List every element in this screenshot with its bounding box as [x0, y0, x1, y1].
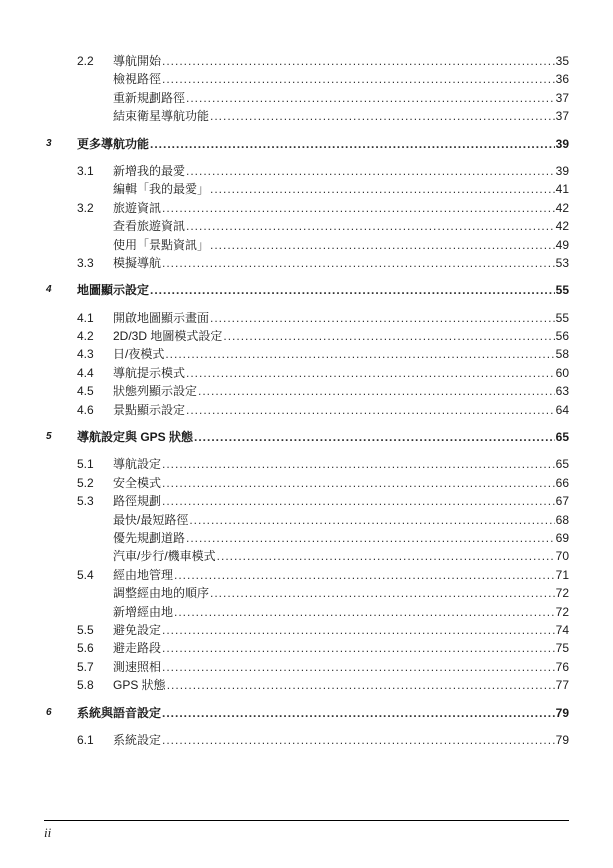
toc-page-number: 70	[555, 549, 569, 564]
toc-entry-title: 開啟地圖顯示畫面	[113, 310, 210, 325]
toc-section-number: 5.7	[77, 659, 94, 674]
toc-entry-row	[0, 529, 613, 547]
toc-entry-title: 導航設定與 GPS 狀態	[77, 430, 194, 445]
toc-section-number: 2.2	[77, 54, 94, 68]
toc-entry-title: 路徑規劃	[113, 494, 162, 509]
toc-page-number: 76	[555, 659, 569, 674]
toc-dot-leader	[162, 455, 555, 473]
toc-page-number: 39	[555, 163, 569, 178]
toc-entry-row	[0, 731, 613, 749]
toc-dot-leader	[162, 70, 555, 88]
toc-entry-title: 景點顯示設定	[113, 402, 186, 417]
toc-entry-title: 避免設定	[113, 622, 162, 637]
toc-entry-title: 汽車/步行/機車模式	[113, 549, 216, 564]
toc-page-number: 67	[555, 494, 569, 509]
toc-entry	[113, 162, 569, 180]
toc-entry	[113, 107, 569, 125]
toc-entry-row	[0, 492, 613, 510]
toc-page-number: 65	[555, 457, 569, 472]
toc-entry-row	[0, 180, 613, 198]
toc-page-number: 58	[555, 347, 569, 362]
toc-entry-title: 重新規劃路徑	[113, 90, 186, 105]
toc-entry	[77, 428, 569, 446]
toc-page-number: 79	[555, 732, 569, 747]
toc-entry-title: 日/夜模式	[113, 347, 165, 362]
toc-entry-title: GPS 狀態	[113, 678, 166, 693]
toc-entry	[113, 658, 569, 676]
toc-section-number: 5.6	[77, 641, 94, 656]
toc-page-number: 72	[555, 586, 569, 601]
toc-section-number: 5.8	[77, 678, 94, 693]
toc-entry	[113, 180, 569, 198]
toc-dot-leader	[162, 492, 555, 510]
toc-entry-title: 使用「景點資訊」	[113, 237, 210, 252]
toc-dot-leader	[162, 199, 555, 217]
toc-entry	[113, 639, 569, 657]
toc-entry	[113, 364, 569, 382]
toc-entry-title: 檢視路徑	[113, 72, 162, 87]
toc-page-number: 63	[555, 384, 569, 399]
toc-dot-leader	[186, 401, 555, 419]
toc-entry-title: 優先規劃道路	[113, 530, 186, 545]
toc-page-number: 75	[555, 641, 569, 656]
toc-page-number: 39	[555, 136, 569, 151]
toc-entry-title: 系統與語音設定	[77, 705, 162, 720]
toc-entry-title: 查看旅遊資訊	[113, 219, 186, 234]
toc-entry-row	[0, 52, 613, 70]
toc-page-number: 64	[555, 402, 569, 417]
footer-divider	[44, 820, 569, 821]
toc-entry	[113, 217, 569, 235]
toc-entry	[113, 621, 569, 639]
toc-entry	[77, 135, 569, 153]
toc-chapter-number: 3	[46, 137, 52, 149]
toc-page-number: 42	[555, 219, 569, 234]
toc-entry-row	[0, 547, 613, 565]
toc-entry-row	[0, 236, 613, 254]
toc-entry-row	[0, 401, 613, 419]
toc-entry-title: 更多導航功能	[77, 136, 150, 151]
table-of-contents	[0, 52, 613, 749]
toc-dot-leader	[210, 309, 555, 327]
toc-entry	[113, 511, 569, 529]
toc-entry	[113, 236, 569, 254]
toc-entry	[113, 89, 569, 107]
toc-dot-leader	[167, 676, 555, 694]
toc-page-number: 77	[555, 678, 569, 693]
toc-dot-leader	[198, 382, 555, 400]
toc-chapter-number: 4	[46, 284, 52, 296]
toc-entry	[113, 382, 569, 400]
toc-entry	[113, 492, 569, 510]
toc-section-number: 5.3	[77, 494, 94, 509]
toc-entry-row	[0, 584, 613, 602]
toc-dot-leader	[162, 658, 555, 676]
toc-dot-leader	[186, 364, 555, 382]
toc-section-number: 3.2	[77, 200, 94, 215]
toc-section-number: 5.1	[77, 457, 94, 472]
toc-dot-leader	[162, 731, 555, 749]
toc-page-number: 56	[555, 329, 569, 344]
toc-entry-title: 系統設定	[113, 732, 162, 747]
toc-entry-row	[0, 639, 613, 657]
toc-page-number: 53	[555, 255, 569, 270]
toc-page-number: 69	[555, 530, 569, 545]
toc-dot-leader	[194, 428, 555, 446]
toc-entry	[113, 309, 569, 327]
toc-entry-row	[0, 676, 613, 694]
toc-dot-leader	[162, 474, 555, 492]
toc-chapter-row	[0, 704, 613, 722]
toc-section-number: 4.1	[77, 310, 94, 325]
toc-entry	[113, 254, 569, 272]
toc-section-number: 6.1	[77, 732, 94, 747]
toc-page-number: 71	[555, 567, 569, 582]
toc-dot-leader	[186, 529, 555, 547]
toc-dot-leader	[210, 236, 555, 254]
toc-dot-leader	[162, 621, 555, 639]
toc-entry-row	[0, 199, 613, 217]
toc-entry-row	[0, 107, 613, 125]
toc-entry-title: 安全模式	[113, 475, 162, 490]
toc-page-number: 49	[555, 237, 569, 252]
toc-entry-row	[0, 566, 613, 584]
toc-page-number: 68	[555, 512, 569, 527]
toc-entry-row	[0, 455, 613, 473]
toc-entry-row	[0, 621, 613, 639]
toc-entry	[113, 676, 569, 694]
toc-entry	[113, 327, 569, 345]
toc-dot-leader	[186, 89, 555, 107]
toc-entry-row	[0, 309, 613, 327]
toc-dot-leader	[186, 217, 555, 235]
toc-entry-row	[0, 70, 613, 88]
toc-entry-title: 旅遊資訊	[113, 200, 162, 215]
toc-section-number: 5.4	[77, 567, 94, 582]
toc-section-number: 4.4	[77, 365, 94, 380]
toc-entry-title: 新增我的最愛	[113, 163, 186, 178]
toc-section-number: 4.6	[77, 402, 94, 417]
toc-chapter-row	[0, 281, 613, 299]
toc-entry-title: 編輯「我的最愛」	[113, 182, 210, 197]
toc-entry	[113, 603, 569, 621]
toc-dot-leader	[162, 52, 555, 70]
toc-entry-row	[0, 474, 613, 492]
toc-entry-row	[0, 327, 613, 345]
toc-dot-leader	[210, 107, 555, 125]
toc-page-number: 37	[555, 109, 569, 124]
toc-entry-title: 最快/最短路徑	[113, 512, 189, 527]
toc-entry-title: 2D/3D 地圖模式設定	[113, 329, 223, 344]
toc-dot-leader	[174, 603, 555, 621]
toc-section-number: 4.3	[77, 347, 94, 362]
toc-dot-leader	[189, 511, 554, 529]
toc-page-number: 65	[555, 430, 569, 445]
toc-entry-row	[0, 89, 613, 107]
toc-entry	[113, 474, 569, 492]
toc-entry-title: 導航設定	[113, 457, 162, 472]
toc-section-number: 3.1	[77, 163, 94, 178]
toc-entry-title: 避走路段	[113, 641, 162, 656]
toc-page-number: 37	[555, 90, 569, 105]
toc-dot-leader	[210, 584, 555, 602]
toc-entry	[113, 529, 569, 547]
toc-section-number: 4.5	[77, 384, 94, 399]
toc-entry-row	[0, 345, 613, 363]
toc-entry-title: 經由地管理	[113, 567, 174, 582]
toc-dot-leader	[217, 547, 555, 565]
toc-entry	[113, 401, 569, 419]
toc-entry	[113, 731, 569, 749]
toc-dot-leader	[186, 162, 555, 180]
toc-entry-row	[0, 658, 613, 676]
toc-chapter-number: 5	[46, 431, 52, 443]
toc-entry	[113, 52, 569, 70]
toc-entry	[113, 70, 569, 88]
toc-page-number: 72	[555, 604, 569, 619]
toc-section-number: 3.3	[77, 255, 94, 270]
toc-entry-row	[0, 254, 613, 272]
toc-page-number: 55	[555, 283, 569, 298]
toc-page-number: 35	[555, 54, 569, 68]
toc-dot-leader	[162, 254, 555, 272]
toc-entry-row	[0, 382, 613, 400]
toc-dot-leader	[210, 180, 555, 198]
toc-entry-row	[0, 603, 613, 621]
toc-entry-title: 模擬導航	[113, 255, 162, 270]
toc-page-number: 41	[555, 182, 569, 197]
toc-entry	[113, 199, 569, 217]
toc-dot-leader	[165, 345, 554, 363]
toc-page-number: 79	[555, 705, 569, 720]
toc-dot-leader	[162, 639, 555, 657]
toc-entry	[113, 566, 569, 584]
toc-chapter-row	[0, 135, 613, 153]
toc-page-number: 66	[555, 475, 569, 490]
toc-entry	[77, 281, 569, 299]
toc-entry-row	[0, 511, 613, 529]
toc-section-number: 5.2	[77, 475, 94, 490]
toc-entry-title: 地圖顯示設定	[77, 283, 150, 298]
toc-entry	[113, 345, 569, 363]
toc-entry-row	[0, 364, 613, 382]
toc-entry-title: 狀態列顯示設定	[113, 384, 198, 399]
toc-entry-title: 調整經由地的順序	[113, 586, 210, 601]
toc-entry	[113, 584, 569, 602]
toc-dot-leader	[223, 327, 554, 345]
footer-page-number: ii	[44, 825, 52, 840]
toc-entry-title: 結束衛星導航功能	[113, 109, 210, 124]
toc-page-number: 42	[555, 200, 569, 215]
toc-dot-leader	[174, 566, 555, 584]
toc-dot-leader	[150, 281, 555, 299]
toc-entry-title: 測速照相	[113, 659, 162, 674]
toc-chapter-row	[0, 428, 613, 446]
toc-chapter-number: 6	[46, 706, 52, 718]
toc-section-number: 5.5	[77, 622, 94, 637]
toc-entry	[113, 547, 569, 565]
toc-page-number: 60	[555, 365, 569, 380]
toc-entry	[113, 455, 569, 473]
toc-entry-row	[0, 217, 613, 235]
toc-page-number: 36	[555, 72, 569, 87]
toc-entry	[77, 704, 569, 722]
toc-dot-leader	[150, 135, 555, 153]
toc-entry-title: 導航開始	[113, 54, 162, 68]
toc-entry-title: 導航提示模式	[113, 365, 186, 380]
toc-page-number: 74	[555, 622, 569, 637]
toc-section-number: 4.2	[77, 329, 94, 344]
toc-dot-leader	[162, 704, 555, 722]
toc-page-number: 55	[555, 310, 569, 325]
toc-entry-row	[0, 162, 613, 180]
toc-entry-title: 新增經由地	[113, 604, 174, 619]
